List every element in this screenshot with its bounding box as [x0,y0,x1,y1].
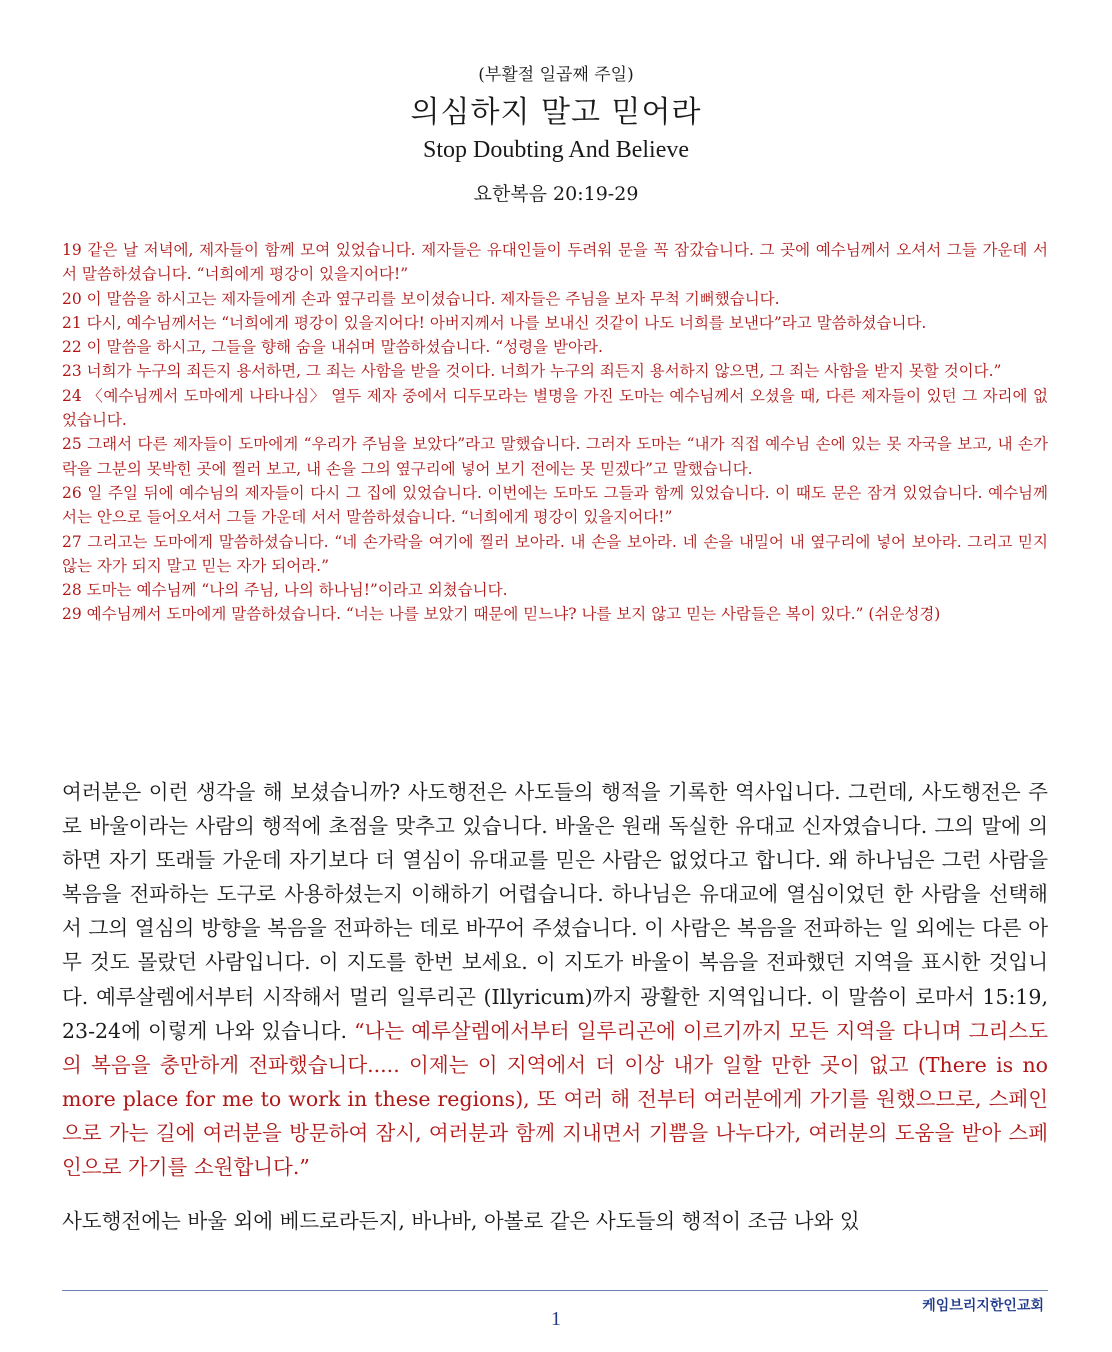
verse-21: 21 다시, 예수님께서는 “너희에게 평강이 있을지어다! 아버지께서 나를 보내신 것같이 나도 너희를 보낸다”라고 말씀하셨습니다. [62,313,927,332]
sermon-title-english: Stop Doubting And Believe [423,137,689,163]
church-name: 케임브리지한인교회 [922,1298,1044,1314]
verse-23: 23 너희가 누구의 죄든지 용서하면, 그 죄는 사함을 받을 것이다. 너희가 누구의 죄든지 용서하지 않으면, 그 죄는 사함을 받지 못할 것이다.” [62,362,1002,381]
liturgical-occasion: (부활절 일곱째 주일) [478,65,634,85]
verse-25: 25 그래서 다른 제자들이 도마에게 “우리가 주님을 보았다”라고 말했습니다. 그러자 도마는 “내가 직접 예수님 손에 있는 못 자국을 보고, 내 손가락을 그분의 못박힌 곳에 찔러 보고, 내 손을 그의 옆구리에 넣어 보기 전에는 못 믿겠다”고 말했습니다. [62,435,1048,478]
verse-22: 22 이 말씀을 하시고, 그들을 향해 숨을 내쉬며 말씀하셨습니다. “성령을 받아라. [62,338,603,357]
sermon-title-korean: 의심하지 말고 믿어라 [410,95,702,130]
romans-quote: “나는 예루살렘에서부터 일루리곤에 이르기까지 모든 지역을 다니며 그리스도의 복음을 충만하게 전파했습니다..... 이제는 이 지역에서 더 이상 내가 일할 만한 곳이 없고 (There is no more place for me to work in these regions), 또 여러 해 전부터 여러분에게 가기를 원했으므로, 스페인으로 가는 길에 여러분을 방문하여 잠시, 여러분과 함께 지내면서 기쁨을 나누다가, 여러분의 도움을 받아 스페인으로 가기를 소원합니다.” [62,1018,1048,1180]
scripture-reference: 요한복음 20:19-29 [473,183,639,205]
sermon-paragraph-1 [62,775,1048,1184]
sermon-header [0,62,1112,208]
verse-19: 19 같은 날 저녁에, 제자들이 함께 모여 있었습니다. 제자들은 유대인들이 두려워 문을 꼭 잠갔습니다. 그 곳에 예수님께서 오셔서 그들 가운데 서서 말씀하셨습니다. “너희에게 평강이 있을지어다!” [62,241,1048,284]
paragraph-text: 여러분은 이런 생각을 해 보셨습니까? 사도행전은 사도들의 행적을 기록한 역사입니다. 그런데, 사도행전은 주로 바울이라는 사람의 행적에 초점을 맞추고 있습니다. 바울은 원래 독실한 유대교 신자였습니다. 그의 말에 의하면 자기 또래들 가운데 자기보다 더 열심이 유대교를 믿은 사람은 없었다고 합니다. 왜 하나님은 그런 사람을 복음을 전파하는 도구로 사용하셨는지 이해하기 어렵습니다. 하나님은 유대교에 열심이었던 한 사람을 선택해서 그의 열심의 방향을 복음을 전파하는 데로 바꾸어 주셨습니다. 이 사람은 복음을 전파하는 일 외에는 다른 아무 것도 몰랐던 사람입니다. 이 지도를 한번 보세요. 이 지도가 바울이 복음을 전파했던 지역을 표시한 것입니다. 예루살렘에서부터 시작해서 멀리 일루리곤 (Illyricum)까지 광활한 지역입니다. 이 말씀이 로마서 15:19, 23-24에 이렇게 나와 있습니다. [62,780,1048,1043]
verse-29: 29 예수님께서 도마에게 말씀하셨습니다. “너는 나를 보았기 때문에 믿느냐? 나를 보지 않고 믿는 사람들은 복이 있다.” (쉬운성경) [62,605,941,624]
page-number: 1 [551,1308,561,1330]
verse-24: 24 〈예수님께서 도마에게 나타나심〉 열두 제자 중에서 디두모라는 별명을 가진 도마는 예수님께서 오셨을 때, 다른 제자들이 있던 그 자리에 없었습니다. [62,386,1048,430]
scripture-passage [62,238,1048,627]
sermon-body [62,775,1048,1238]
verse-26: 26 일 주일 뒤에 예수님의 제자들이 다시 그 집에 있었습니다. 이번에는 도마도 그들과 함께 있었습니다. 이 때도 문은 잠겨 있었습니다. 예수님께서는 안으로 들어오셔서 그들 가운데 서서 말씀하셨습니다. “너희에게 평강이 있을지어다!” [62,483,1048,527]
verse-28: 28 도마는 예수님께 “나의 주님, 나의 하나님!”이라고 외쳤습니다. [62,581,508,600]
verse-20: 20 이 말씀을 하시고는 제자들에게 손과 옆구리를 보이셨습니다. 제자들은 주님을 보자 무척 기뻐했습니다. [62,289,780,308]
verse-27: 27 그리고는 도마에게 말씀하셨습니다. “네 손가락을 여기에 찔러 보아라. 내 손을 보아라. 네 손을 내밀어 내 옆구리에 넣어 보아라. 그리고 믿지 않는 자가 되지 말고 믿는 자가 되어라.” [62,532,1048,575]
footer-divider [62,1290,1048,1291]
sermon-paragraph-2: 사도행전에는 바울 외에 베드로라든지, 바나바, 아볼로 같은 사도들의 행적이 조금 나와 있 [62,1209,860,1234]
